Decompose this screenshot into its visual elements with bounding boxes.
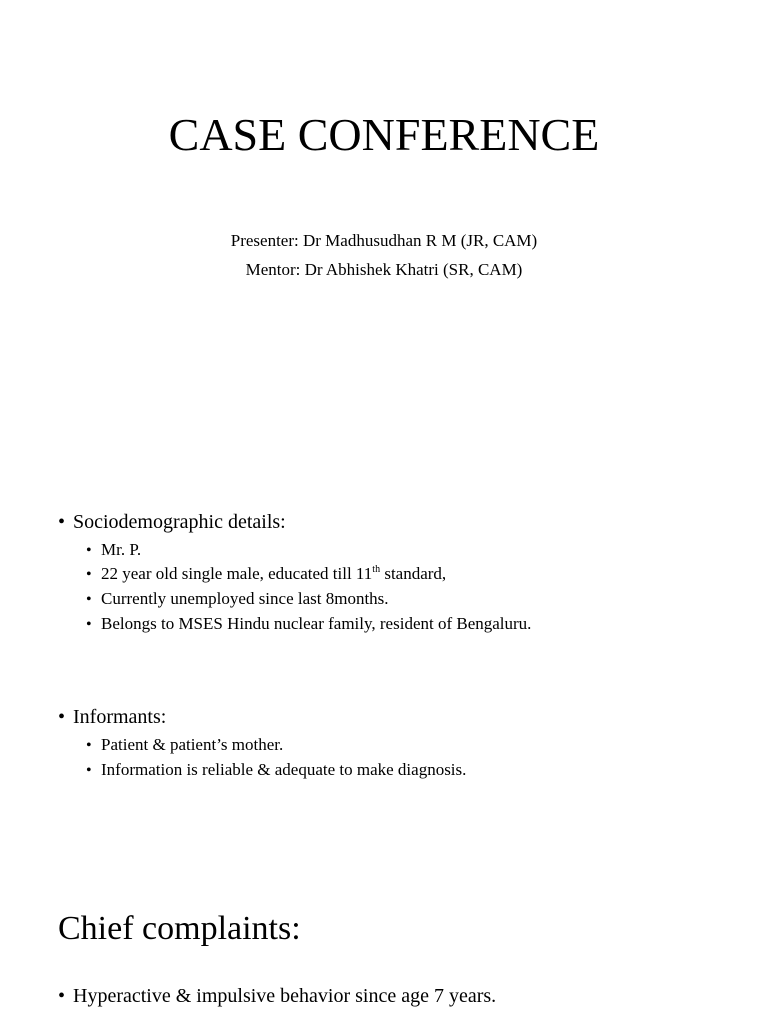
- bullet: •: [86, 591, 92, 608]
- bullet: •: [58, 511, 66, 533]
- list-item-text: Information is reliable & adequate to make diagnosis.: [101, 760, 467, 779]
- list-item: [86, 759, 466, 781]
- section-heading-informants: [58, 705, 166, 729]
- presenter-line: Presenter: Dr Madhusudhan R M (JR, CAM): [230, 231, 538, 250]
- bullet: •: [86, 542, 92, 559]
- list-item-text: Patient & patient’s mother.: [101, 735, 284, 754]
- list-item: [86, 613, 531, 635]
- list-item-text: 22 year old single male, educated till 11: [101, 564, 373, 583]
- chief-complaints-heading: Chief complaints:: [58, 910, 301, 947]
- list-item-text: Currently unemployed since last 8months.: [101, 589, 389, 608]
- list-item: [58, 984, 496, 1008]
- list-item: [86, 734, 283, 756]
- list-item-text: Hyperactive & impulsive behavior since age 7 years.: [73, 985, 497, 1007]
- list-item-text-suffix: standard,: [380, 564, 447, 583]
- list-item-text: Mr. P.: [101, 540, 142, 559]
- bullet: •: [86, 566, 92, 583]
- list-item: [86, 539, 141, 561]
- list-item: [86, 588, 389, 610]
- bullet: •: [86, 762, 92, 779]
- bullet: •: [86, 616, 92, 633]
- superscript: th: [372, 564, 381, 575]
- section-heading-label: Informants:: [73, 706, 167, 728]
- list-item: [86, 563, 446, 585]
- bullet: •: [58, 985, 66, 1007]
- bullet: •: [58, 706, 66, 728]
- mentor-line: Mentor: Dr Abhishek Khatri (SR, CAM): [245, 260, 523, 279]
- bullet: •: [86, 737, 92, 754]
- section-heading-sociodemographic: [58, 510, 286, 534]
- section-heading-label: Sociodemographic details:: [73, 511, 286, 533]
- list-item-text: Belongs to MSES Hindu nuclear family, resident of Bengaluru.: [101, 614, 532, 633]
- slide-title: CASE CONFERENCE: [168, 109, 600, 160]
